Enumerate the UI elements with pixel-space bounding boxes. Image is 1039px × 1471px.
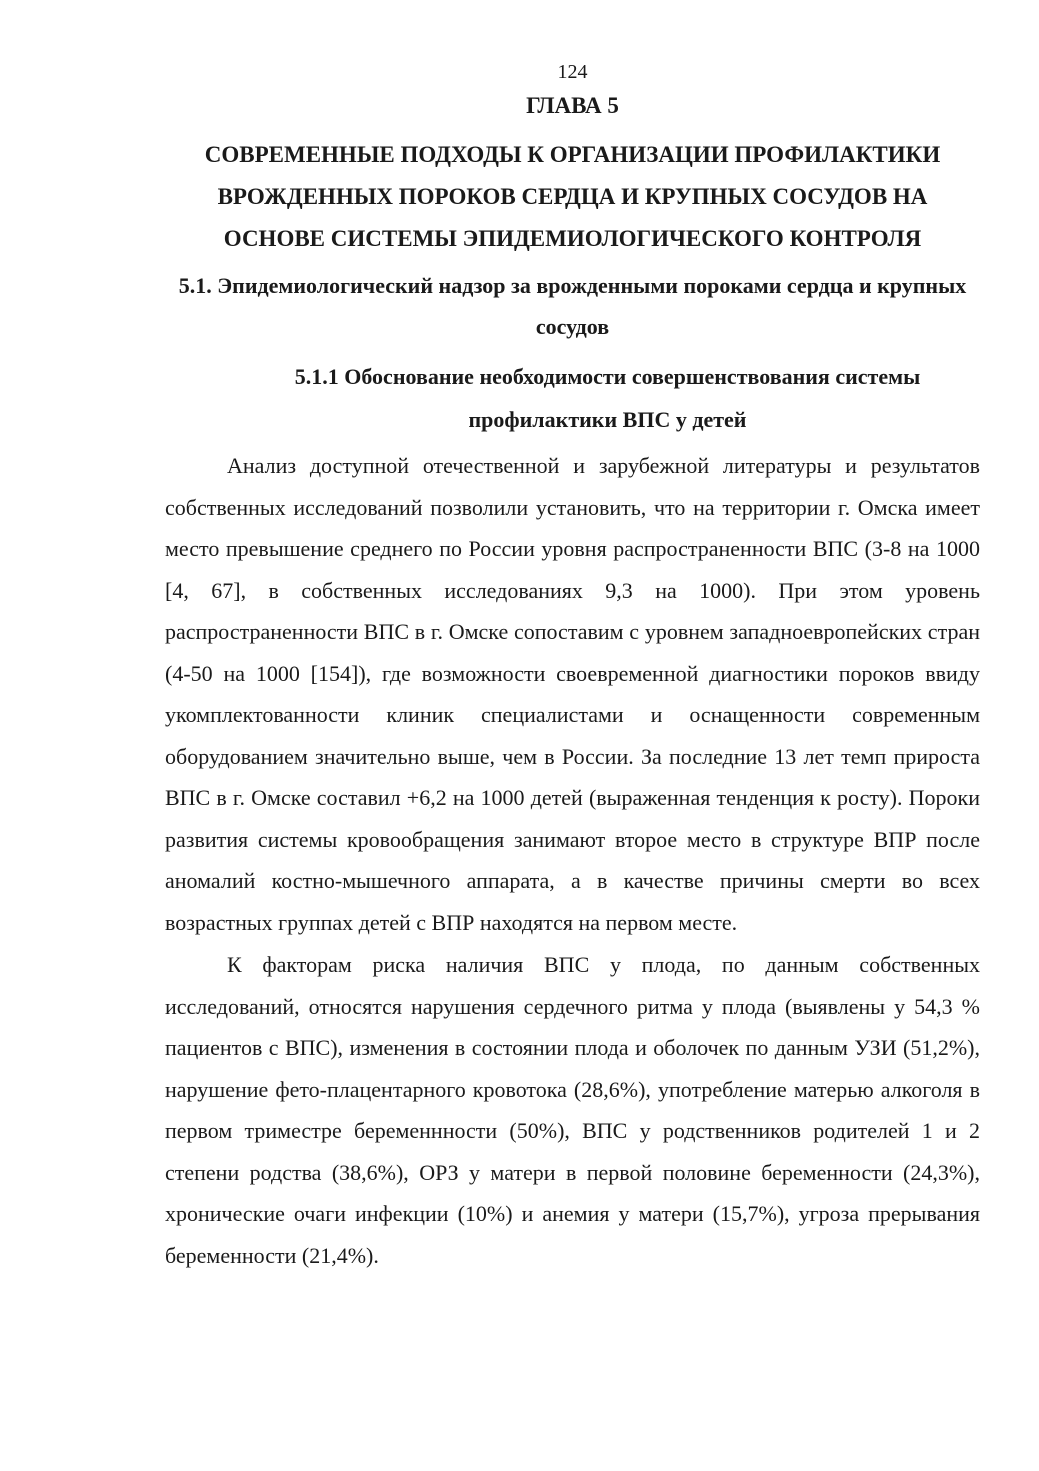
page-number: 124 <box>557 61 588 83</box>
document-page <box>165 58 980 1277</box>
body-paragraph: Анализ доступной отечественной и зарубежной литературы и результатов собственных исследований позволили установить, что на территории г. Омска имеет место превышение среднего по России уровня распространенности ВПС (3-8 на 1000 [4, 67], в собственных исследованиях 9,3 на 1000). При этом уровень распространенности ВПС в г. Омске сопоставим с уровнем западноевропейских стран (4-50 на 1000 [154]), где возможности своевременной диагностики пороков ввиду укомплектованности клиник специалистами и оснащенности современным оборудованием значительно выше, чем в России. За последние 13 лет темп прироста ВПС в г. Омске составил +6,2 на 1000 детей (выраженная тенденция к росту). Пороки развития системы кровообращения занимают второе место в структуре ВПР после аномалий костно-мышечного аппарата, а в качестве причины смерти во всех возрастных группах детей с ВПР находятся на первом месте. <box>165 453 980 935</box>
body-paragraph: К факторам риска наличия ВПС у плода, по данным собственных исследований, относятся нарушения сердечного ритма у плода (выявлены у 54,3 % пациентов с ВПС), изменения в состоянии плода и оболочек по данным УЗИ (51,2%), нарушение фето-плацентарного кровотока (28,6%), употребление матерью алкоголя в первом триместре беременнности (50%), ВПС у родственников родителей 1 и 2 степени родства (38,6%), ОРЗ у матери в первой половине беременности (24,3%), хронические очаги инфекции (10%) и анемия у матери (15,7%), угроза прерывания беременности (21,4%). <box>165 952 980 1268</box>
chapter-title: СОВРЕМЕННЫЕ ПОДХОДЫ К ОРГАНИЗАЦИИ ПРОФИЛАКТИКИ ВРОЖДЕННЫХ ПОРОКОВ СЕРДЦА И КРУПНЫХ СОСУДОВ НА ОСНОВЕ СИСТЕМЫ ЭПИДЕМИОЛОГИЧЕСКОГО КОНТРОЛЯ <box>204 142 941 251</box>
chapter-heading: ГЛАВА 5 <box>526 93 619 118</box>
section-title: 5.1. Эпидемиологический надзор за врожденными пороками сердца и крупных сосудов <box>178 273 967 339</box>
subsection-title: 5.1.1 Обоснование необходимости совершенствования системы профилактики ВПС у детей <box>294 364 921 432</box>
